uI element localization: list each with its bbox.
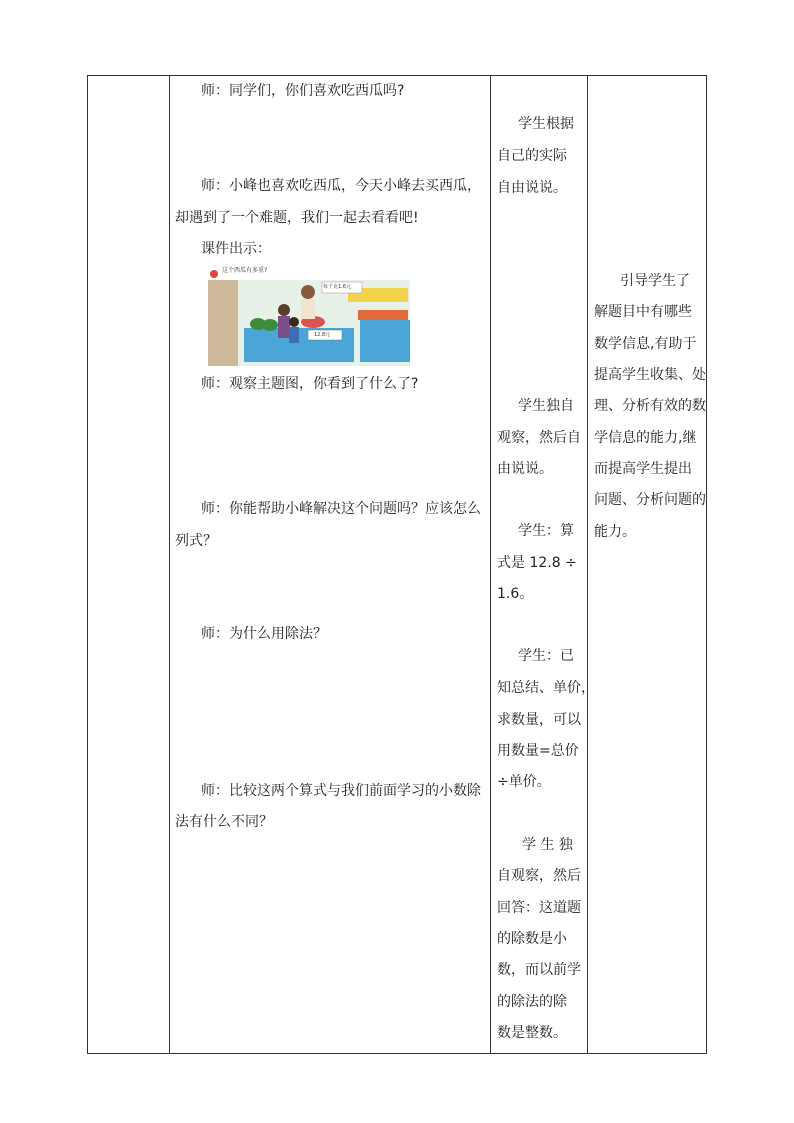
teacher-line-1: 师：同学们，你们喜欢吃西瓜吗? — [201, 83, 405, 99]
student-response-5a: 学 生 独 — [522, 837, 573, 853]
student-response-5g: 数是整数。 — [497, 1025, 567, 1041]
student-response-4a: 学生：已 — [518, 648, 574, 664]
watermelon-shop-illustration — [208, 267, 410, 366]
student-response-4b: 知总结、单价， — [497, 680, 595, 696]
purpose-line-5: 理、分析有效的数 — [594, 398, 706, 414]
purpose-line-6: 学信息的能力,继 — [594, 430, 697, 446]
student-response-2b: 观察，然后自 — [497, 430, 581, 446]
teacher-line-6: 师：为什么用除法？ — [201, 626, 327, 642]
column-divider — [587, 76, 588, 1053]
student-response-5b: 自观察，然后 — [497, 868, 581, 884]
illustration-caption: 这个西瓜有多重? — [222, 267, 268, 274]
student-response-3b: 式是 12.8 ÷ — [497, 555, 577, 571]
illustration-total-sign: 12.8元 — [314, 332, 331, 338]
student-response-1b: 自己的实际 — [497, 148, 567, 164]
student-response-3c: 1.6。 — [497, 586, 534, 602]
student-response-2a: 学生独自 — [518, 398, 574, 414]
student-response-1c: 自由说说。 — [497, 180, 567, 196]
student-response-2c: 由说说。 — [497, 461, 553, 477]
student-response-5e: 数，而以前学 — [497, 962, 581, 978]
student-response-5d: 的除数是小 — [497, 931, 567, 947]
teacher-line-5a: 师：你能帮助小峰解决这个问题吗？应该怎么 — [201, 501, 481, 517]
student-response-5f: 的除法的除 — [497, 994, 567, 1010]
student-response-4c: 求数量，可以 — [497, 712, 581, 728]
teacher-line-2b: 却遇到了一个难题，我们一起去看看吧! — [175, 210, 419, 226]
column-divider — [490, 76, 491, 1053]
student-response-4d: 用数量=总价 — [497, 743, 579, 759]
purpose-line-1: 引导学生了 — [620, 273, 690, 289]
illustration-price-bubble: 每千克1.6元 — [323, 284, 351, 290]
student-response-4e: ÷单价。 — [497, 774, 551, 790]
courseware-label: 课件出示： — [201, 241, 271, 257]
purpose-line-4: 提高学生收集、处 — [594, 367, 706, 383]
column-divider — [169, 76, 170, 1053]
student-response-5c: 回答：这道题 — [497, 900, 581, 916]
teacher-line-7a: 师：比较这两个算式与我们前面学习的小数除 — [201, 783, 481, 799]
teacher-line-4: 师：观察主题图，你看到了什么了? — [201, 376, 419, 392]
purpose-line-2: 解题目中有哪些 — [594, 304, 692, 320]
teacher-line-7b: 法有什么不同？ — [175, 814, 273, 830]
purpose-line-7: 而提高学生提出 — [594, 461, 692, 477]
lesson-table — [87, 75, 707, 1054]
purpose-line-9: 能力。 — [594, 524, 636, 540]
purpose-line-3: 数学信息,有助于 — [594, 336, 697, 352]
student-response-1a: 学生根据 — [518, 116, 574, 132]
student-response-3a: 学生：算 — [518, 523, 574, 539]
purpose-line-8: 问题、分析问题的 — [594, 492, 706, 508]
teacher-line-2a: 师：小峰也喜欢吃西瓜，今天小峰去买西瓜， — [201, 178, 481, 194]
teacher-line-5b: 列式？ — [175, 533, 217, 549]
